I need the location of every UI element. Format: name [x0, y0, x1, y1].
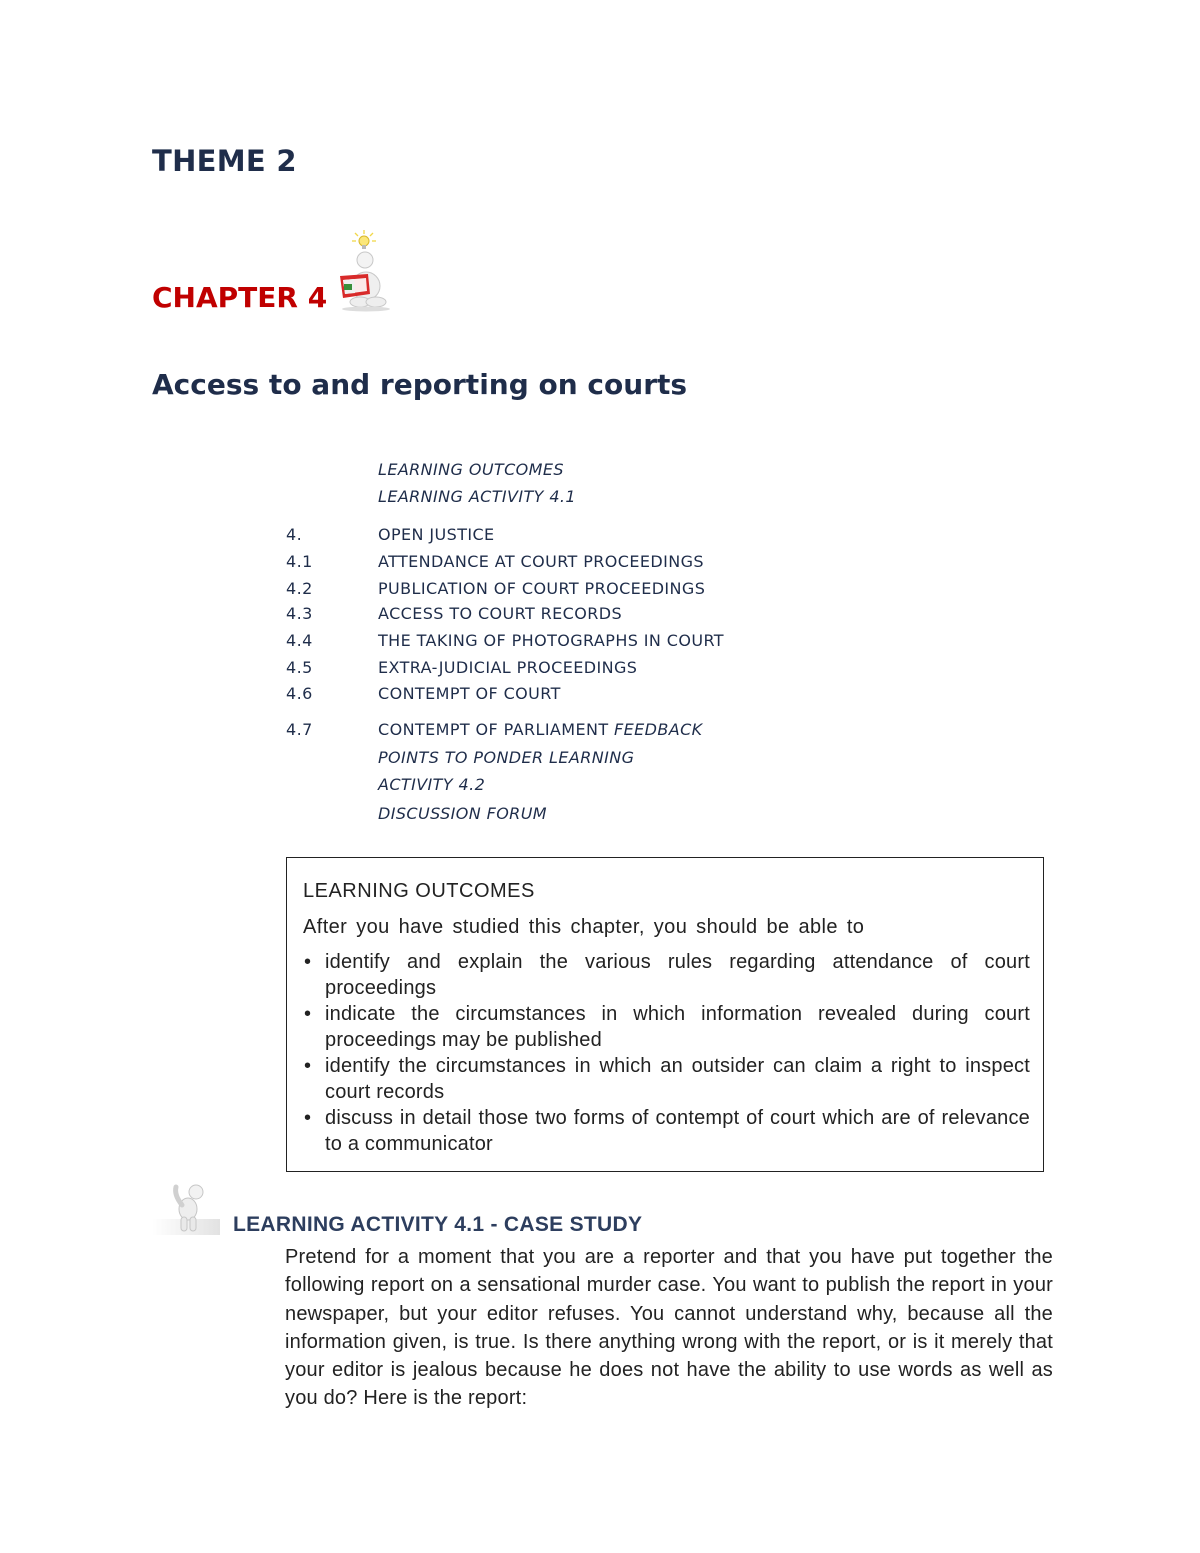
- bullet-icon: •: [304, 1003, 312, 1025]
- toc-closing-item[interactable]: ACTIVITY 4.2: [378, 775, 486, 794]
- toc-section-label[interactable]: PUBLICATION OF COURT PROCEEDINGS: [378, 579, 706, 598]
- chapter-title: CHAPTER 4: [152, 281, 328, 314]
- toc-section-number: 4.: [286, 525, 303, 544]
- toc-section-label[interactable]: CONTEMPT OF COURT: [378, 684, 561, 703]
- outcome-text: identify and explain the various rules regarding attendance of court proceedings: [325, 951, 1030, 999]
- toc-section-number: 4.2: [286, 579, 313, 598]
- toc-section-number: 4.4: [286, 631, 313, 650]
- toc-intro-item[interactable]: LEARNING OUTCOMES: [378, 460, 564, 479]
- toc-feedback-label: FEEDBACK: [614, 720, 703, 739]
- outcome-item: [300, 1106, 1030, 1157]
- outcomes-title: LEARNING OUTCOMES: [303, 880, 535, 902]
- chapter-heading: Access to and reporting on courts: [152, 368, 688, 401]
- toc-section-label[interactable]: THE TAKING OF PHOTOGRAPHS IN COURT: [378, 631, 724, 650]
- toc-section-text: CONTEMPT OF PARLIAMENT: [378, 720, 609, 739]
- toc-section-number: 4.3: [286, 604, 313, 623]
- bullet-icon: •: [304, 1107, 312, 1129]
- outcome-text: identify the circumstances in which an outsider can claim a right to inspect court records: [325, 1055, 1030, 1103]
- toc-section-label[interactable]: OPEN JUSTICE: [378, 525, 495, 544]
- toc-section-number: 4.5: [286, 658, 313, 677]
- theme-title: THEME 2: [152, 144, 297, 178]
- activity-heading: LEARNING ACTIVITY 4.1 - CASE STUDY: [233, 1213, 643, 1236]
- toc-section-label[interactable]: [378, 720, 703, 739]
- outcomes-list: [300, 950, 1030, 1158]
- activity-paragraph: Pretend for a moment that you are a reporter and that you have put together the following report on a sensational murder case. You want to publish the report in your newspaper, but your editor refuses. You cannot understand why, because all the information given, is true. Is there anything wrong with the report, or is it merely that your editor is jealous because he does not have the ability to use words as well as you do? Here is the report:: [285, 1246, 1053, 1410]
- toc-section-number: 4.7: [286, 720, 313, 739]
- reading-figure-icon: [330, 228, 398, 312]
- outcome-item: [300, 1002, 1030, 1053]
- bullet-icon: •: [304, 1055, 312, 1077]
- outcome-item: [300, 1054, 1030, 1105]
- thinking-figure-icon: [152, 1183, 222, 1237]
- toc-closing-item[interactable]: DISCUSSION FORUM: [378, 804, 548, 823]
- toc-closing-item[interactable]: POINTS TO PONDER LEARNING: [378, 748, 635, 767]
- outcome-item: [300, 950, 1030, 1001]
- toc-section-number: 4.1: [286, 552, 313, 571]
- toc-section-label[interactable]: ACCESS TO COURT RECORDS: [378, 604, 623, 623]
- toc-section-number: 4.6: [286, 684, 313, 703]
- outcome-text: discuss in detail those two forms of contempt of court which are of relevance to a communicator: [325, 1107, 1030, 1155]
- outcome-text: indicate the circumstances in which information revealed during court proceedings may be published: [325, 1003, 1030, 1051]
- toc-section-label[interactable]: EXTRA-JUDICIAL PROCEEDINGS: [378, 658, 638, 677]
- toc-section-label[interactable]: ATTENDANCE AT COURT PROCEEDINGS: [378, 552, 704, 571]
- toc-intro-item[interactable]: LEARNING ACTIVITY 4.1: [378, 487, 576, 506]
- outcomes-intro: After you have studied this chapter, you should be able to: [303, 916, 865, 938]
- bullet-icon: •: [304, 951, 312, 973]
